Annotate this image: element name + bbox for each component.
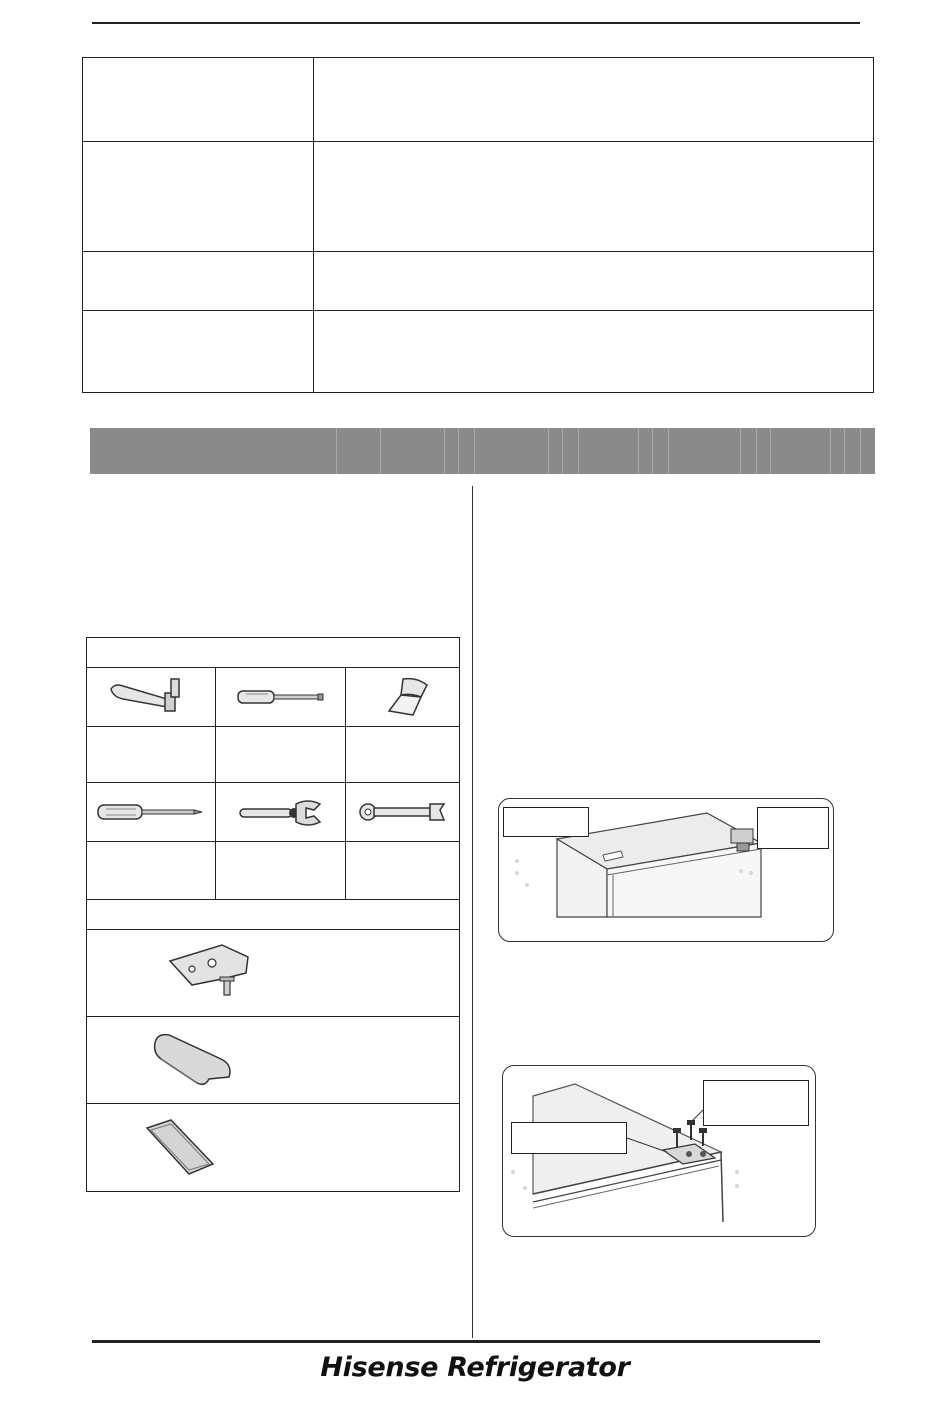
- footer-rule: [92, 1340, 820, 1343]
- hinge-top-figure: [498, 798, 834, 942]
- table-row-divider: [83, 251, 873, 252]
- table-column-divider: [313, 58, 314, 392]
- callout-screws: [703, 1080, 809, 1126]
- callout-right: [757, 807, 829, 849]
- tools-table: [86, 637, 460, 1192]
- hinge-bracket-icon: [157, 934, 267, 1012]
- hinge-screws-figure: [502, 1065, 816, 1237]
- header-rule: [92, 22, 860, 24]
- socket-wrench-icon: [87, 668, 215, 726]
- column-divider: [472, 486, 473, 1338]
- section-heading-band: [90, 428, 875, 474]
- callout-left: [503, 807, 589, 837]
- table-row-divider: [83, 310, 873, 311]
- callout-hinge: [511, 1122, 627, 1154]
- hinge-cover-icon: [142, 1022, 252, 1100]
- phillips-screwdriver-icon: [87, 783, 215, 841]
- combination-spanner-icon: [346, 783, 460, 841]
- table-row-divider: [83, 141, 873, 142]
- brand-footer: Hisense Refrigerator: [320, 1352, 630, 1383]
- adjustable-wrench-icon: [216, 783, 345, 841]
- info-table: [82, 57, 874, 393]
- hole-plug-icon: [127, 1108, 237, 1186]
- flat-screwdriver-icon: [216, 668, 345, 726]
- putty-knife-icon: [346, 668, 460, 726]
